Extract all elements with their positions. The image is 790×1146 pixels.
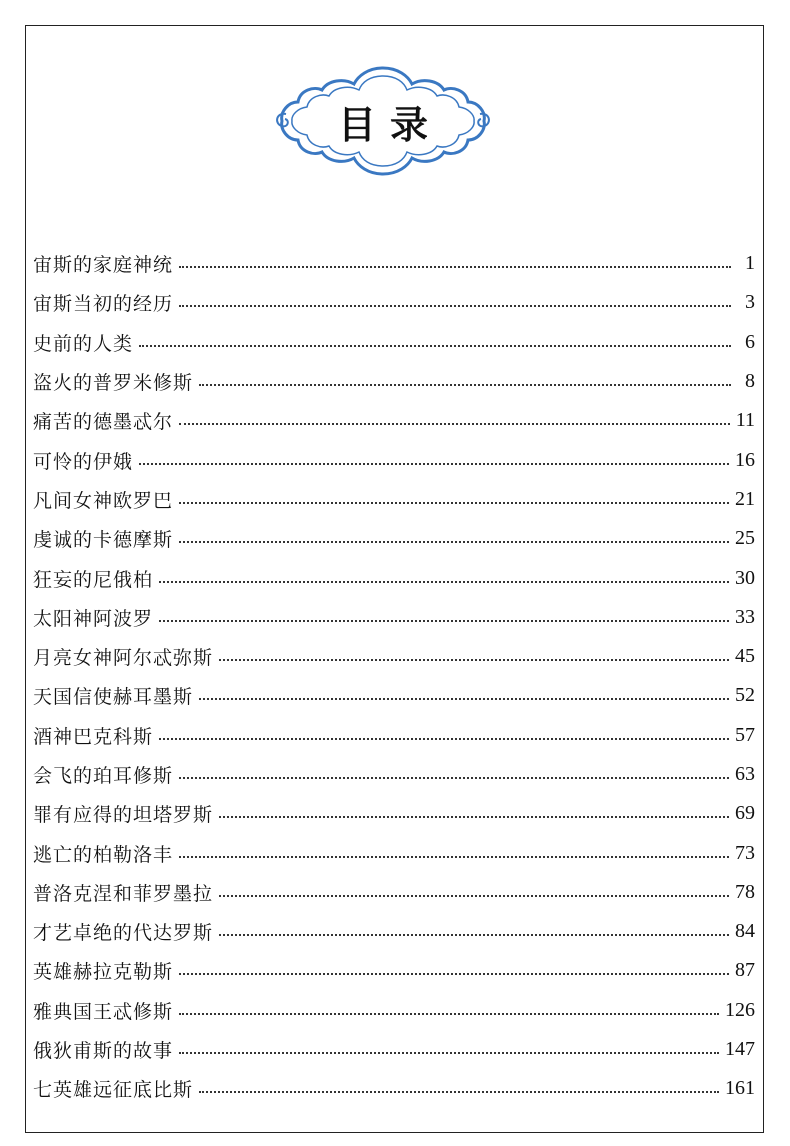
toc-entry-title: 太阳神阿波罗 (33, 607, 154, 630)
toc-entry-title: 才艺卓绝的代达罗斯 (33, 922, 214, 945)
toc-entry-title: 可怜的伊娥 (33, 450, 134, 473)
toc-entry-page: 57 (735, 723, 755, 746)
toc-entry[interactable] (33, 637, 755, 676)
toc-entry-title: 雅典国王忒修斯 (33, 1000, 174, 1023)
toc-entry[interactable] (33, 951, 755, 990)
toc-entry[interactable] (33, 480, 755, 519)
toc-entry-page: 3 (745, 291, 755, 314)
toc-entry-title: 宙斯当初的经历 (33, 293, 174, 316)
dot-leader (199, 383, 731, 386)
toc-entry-page: 8 (745, 370, 755, 393)
toc-entry-page: 87 (735, 959, 755, 982)
dot-leader (219, 933, 729, 936)
toc-entry-title: 狂妄的尼俄柏 (33, 568, 154, 591)
toc-entry-page: 33 (735, 605, 755, 628)
dot-leader (179, 1051, 719, 1054)
toc-entry-title: 天国信使赫耳墨斯 (33, 686, 194, 709)
toc-entry[interactable] (33, 323, 755, 362)
toc-entry[interactable] (33, 676, 755, 715)
dot-leader (179, 855, 729, 858)
toc-entry-page: 69 (735, 802, 755, 825)
toc-entry[interactable] (33, 873, 755, 912)
toc-entry[interactable] (33, 244, 755, 283)
toc-entry-page: 25 (735, 527, 755, 550)
toc-entry-page: 126 (725, 998, 755, 1021)
toc-entry[interactable] (33, 283, 755, 322)
dot-leader (179, 776, 729, 779)
toc-entry-title: 盗火的普罗米修斯 (33, 372, 194, 395)
toc-entry-title: 七英雄远征底比斯 (33, 1079, 194, 1102)
dot-leader (179, 540, 729, 543)
toc-entry-title: 史前的人类 (33, 332, 134, 355)
toc-entry-page: 84 (735, 920, 755, 943)
dot-leader (179, 422, 730, 425)
toc-entry-title: 凡间女神欧罗巴 (33, 489, 174, 512)
toc-entry-title: 英雄赫拉克勒斯 (33, 961, 174, 984)
toc-entry[interactable] (33, 794, 755, 833)
toc-entry[interactable] (33, 991, 755, 1030)
dot-leader (199, 1090, 719, 1093)
dot-leader (179, 304, 731, 307)
toc-entry-page: 1 (745, 252, 755, 275)
toc-entry-page: 11 (735, 409, 755, 432)
toc-entry[interactable] (33, 362, 755, 401)
toc-entry[interactable] (33, 401, 755, 440)
toc-entry-title: 普洛克涅和菲罗墨拉 (33, 882, 214, 905)
toc-entry-title: 逃亡的柏勒洛丰 (33, 843, 174, 866)
dot-leader (179, 501, 729, 504)
toc-entry-title: 宙斯的家庭神统 (33, 254, 174, 277)
toc-entry-page: 52 (735, 684, 755, 707)
toc-entry-page: 147 (725, 1038, 755, 1061)
dot-leader (179, 972, 729, 975)
toc-entry-page: 63 (735, 763, 755, 785)
dot-leader (179, 1012, 719, 1015)
dot-leader (219, 815, 729, 818)
toc-entry[interactable] (33, 1030, 755, 1069)
toc-entry-title: 酒神巴克科斯 (33, 725, 154, 748)
toc-entry[interactable] (33, 912, 755, 951)
toc-entry-title: 虔诚的卡德摩斯 (33, 529, 174, 552)
toc-entry-title: 俄狄甫斯的故事 (33, 1040, 174, 1063)
dot-leader (199, 697, 729, 700)
toc-entry[interactable] (33, 716, 755, 755)
dot-leader (219, 894, 729, 897)
toc-entry[interactable] (33, 598, 755, 637)
toc-entry[interactable] (33, 833, 755, 872)
toc-entry-page: 161 (725, 1077, 755, 1100)
dot-leader (159, 619, 729, 622)
dot-leader (139, 462, 729, 465)
page-title: 目录 (337, 102, 442, 147)
toc-entry-title: 会飞的珀耳修斯 (33, 765, 174, 787)
toc-entry-page: 16 (735, 448, 755, 471)
toc-entry-page: 21 (735, 487, 755, 510)
dot-leader (219, 658, 729, 661)
toc-entry-page: 73 (735, 841, 755, 864)
dot-leader (179, 265, 731, 268)
toc-entry[interactable] (33, 558, 755, 597)
toc-entry-title: 罪有应得的坦塔罗斯 (33, 804, 214, 827)
title-badge (272, 62, 494, 180)
dot-leader (139, 344, 731, 347)
toc-entry[interactable] (33, 519, 755, 558)
toc-entry-page: 30 (735, 566, 755, 589)
toc-entry-page: 6 (745, 330, 755, 353)
toc-entry-page: 45 (735, 645, 755, 668)
toc-entry[interactable] (33, 1069, 755, 1108)
toc-entry-page: 78 (735, 880, 755, 903)
toc-entry[interactable] (33, 755, 755, 794)
dot-leader (159, 580, 729, 583)
table-of-contents (33, 244, 755, 1109)
toc-entry-title: 月亮女神阿尔忒弥斯 (33, 647, 214, 670)
toc-entry[interactable] (33, 440, 755, 479)
dot-leader (159, 737, 729, 740)
toc-entry-title: 痛苦的德墨忒尔 (33, 411, 174, 434)
